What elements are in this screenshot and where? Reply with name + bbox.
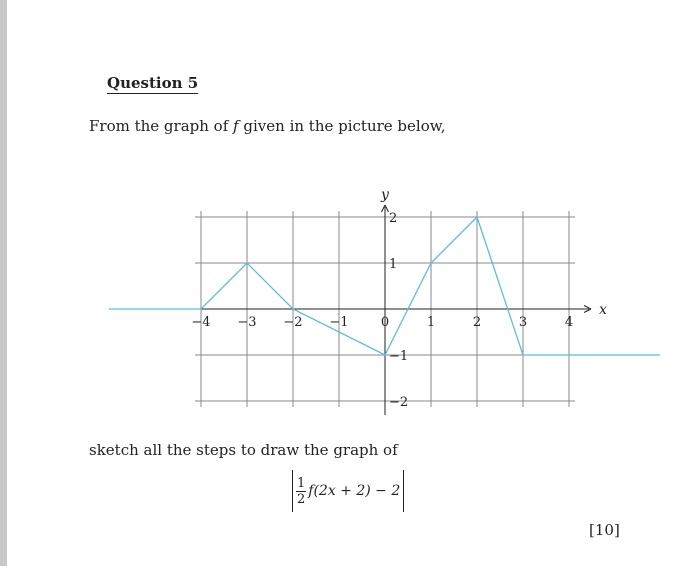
- y-tick-label: −2: [389, 395, 409, 410]
- x-tick-label: 3: [518, 315, 528, 330]
- marks-label: [10]: [589, 521, 620, 539]
- x-tick-label: 2: [472, 315, 482, 330]
- x-axis-label: x: [599, 302, 607, 318]
- function-name: f: [233, 117, 239, 135]
- x-tick-label: −1: [329, 315, 349, 330]
- tick-labels: [191, 211, 573, 410]
- target-formula: [292, 470, 404, 512]
- instruction-text: sketch all the steps to draw the graph of: [89, 441, 398, 459]
- x-tick-label: 0: [380, 315, 390, 330]
- fraction-denominator: 2: [297, 491, 306, 507]
- fraction: [296, 476, 306, 507]
- axes: [195, 187, 607, 415]
- y-axis-label: y: [381, 187, 389, 203]
- fraction-numerator: 1: [297, 475, 306, 491]
- question-heading: Question 5: [107, 74, 199, 92]
- x-tick-label: −3: [237, 315, 257, 330]
- x-tick-label: −2: [283, 315, 303, 330]
- y-tick-label: 1: [389, 257, 398, 272]
- x-tick-label: 4: [564, 315, 574, 330]
- x-tick-label: −4: [191, 315, 211, 330]
- intro-prefix: From the graph of: [89, 117, 229, 135]
- y-tick-label: −1: [389, 349, 409, 364]
- formula-expression: f(2x + 2) − 2: [308, 483, 401, 499]
- intro-suffix: given in the picture below,: [243, 117, 446, 135]
- y-tick-label: 2: [389, 211, 398, 226]
- x-tick-label: 1: [426, 315, 436, 330]
